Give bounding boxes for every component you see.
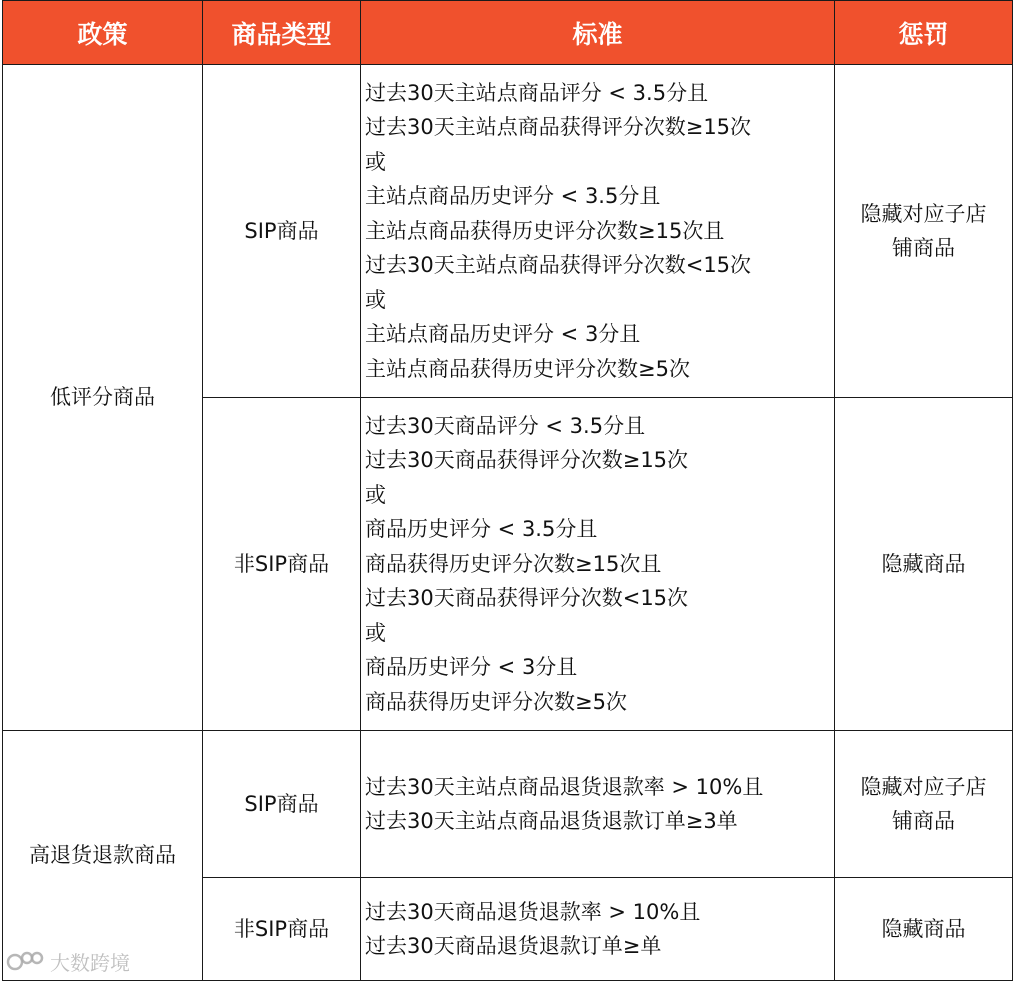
criteria-cell [361, 878, 835, 981]
criteria-line: 商品获得历史评分次数≥15次且 [365, 551, 662, 576]
criteria-line: 或 [365, 620, 386, 645]
header-penalty: 惩罚 [835, 1, 1013, 65]
criteria-line: 商品历史评分 < 3分且 [365, 655, 578, 680]
penalty-line: 隐藏商品 [881, 551, 966, 576]
policy-table [2, 0, 1013, 981]
criteria-line: 主站点商品历史评分 < 3分且 [365, 322, 641, 347]
criteria-line: 过去30天商品退货退款订单≥单 [365, 934, 662, 958]
penalty-line: 隐藏对应子店 [860, 774, 987, 799]
criteria-line: 商品获得历史评分次数≥5次 [365, 689, 627, 714]
policy-cell-low-rating: 低评分商品 [3, 65, 203, 731]
penalty-line: 隐藏对应子店 [860, 201, 987, 226]
criteria-cell [361, 731, 835, 878]
table-row [3, 731, 1013, 878]
table-row [3, 65, 1013, 398]
criteria-line: 过去30天主站点商品获得评分次数≥15次 [365, 115, 752, 140]
type-cell: 非SIP商品 [203, 878, 361, 981]
type-cell: SIP商品 [203, 731, 361, 878]
penalty-cell [835, 398, 1013, 731]
criteria-line: 过去30天商品退货退款率 > 10%且 [365, 899, 701, 924]
watermark-text: 大数跨境 [50, 950, 130, 975]
penalty-line: 隐藏商品 [881, 916, 966, 941]
criteria-line: 或 [365, 149, 386, 174]
criteria-line: 过去30天主站点商品评分 < 3.5分且 [365, 80, 709, 105]
type-cell: 非SIP商品 [203, 398, 361, 731]
criteria-line: 过去30天商品获得评分次数<15次 [365, 586, 689, 611]
header-row [3, 1, 1013, 65]
policy-cell-high-return: 高退货退款商品 [3, 731, 203, 981]
criteria-cell [361, 398, 835, 731]
criteria-line: 过去30天主站点商品获得评分次数<15次 [365, 253, 752, 278]
criteria-line: 过去30天主站点商品退货退款率 > 10%且 [365, 774, 764, 799]
header-standard: 标准 [361, 1, 835, 65]
logo-icon [6, 948, 46, 974]
header-policy: 政策 [3, 1, 203, 65]
criteria-line: 过去30天主站点商品退货退款订单≥3单 [365, 809, 738, 833]
criteria-line: 主站点商品获得历史评分次数≥5次 [365, 356, 690, 381]
criteria-line: 或 [365, 287, 386, 312]
criteria-line: 或 [365, 482, 386, 507]
criteria-line: 商品历史评分 < 3.5分且 [365, 517, 598, 542]
penalty-cell [835, 731, 1013, 878]
criteria-line: 过去30天商品获得评分次数≥15次 [365, 448, 689, 473]
penalty-line: 铺商品 [892, 809, 955, 833]
criteria-cell [361, 65, 835, 398]
penalty-cell [835, 878, 1013, 981]
header-product-type: 商品类型 [203, 1, 361, 65]
criteria-line: 主站点商品历史评分 < 3.5分且 [365, 184, 661, 209]
penalty-line: 铺商品 [892, 236, 955, 260]
criteria-line: 过去30天商品评分 < 3.5分且 [365, 413, 646, 438]
criteria-line: 主站点商品获得历史评分次数≥15次且 [365, 218, 725, 243]
type-cell: SIP商品 [203, 65, 361, 398]
watermark [6, 944, 146, 978]
penalty-cell [835, 65, 1013, 398]
